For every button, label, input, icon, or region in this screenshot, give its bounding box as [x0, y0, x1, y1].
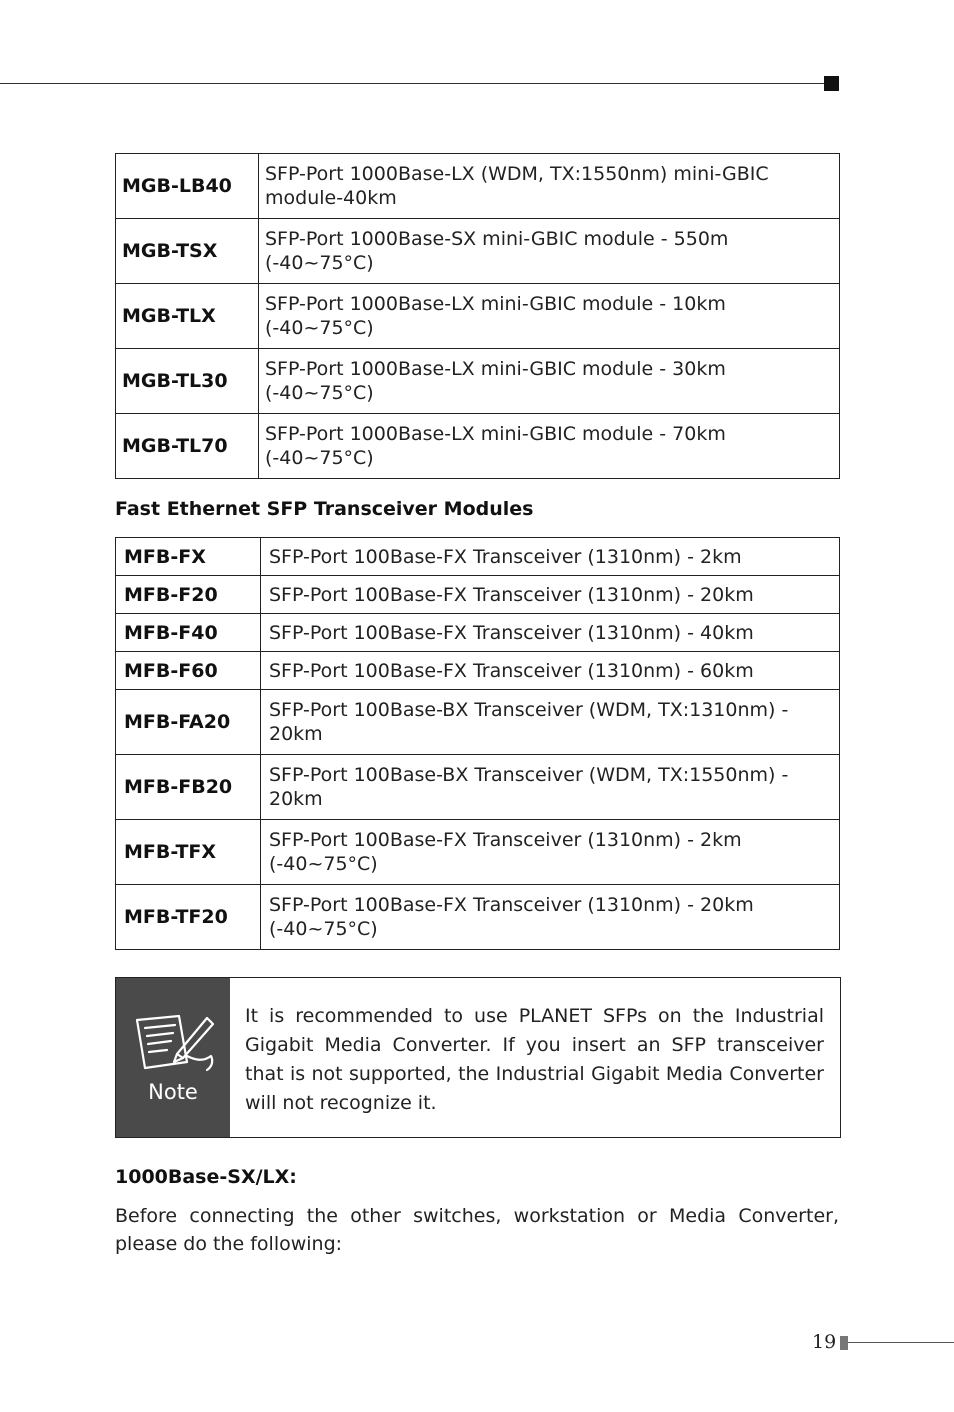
footer-square-marker: [840, 1336, 848, 1350]
model-code: MFB-F60: [116, 652, 261, 690]
note-label: Note: [148, 1079, 198, 1104]
page-number: 19: [812, 1331, 837, 1353]
gigabit-sfp-table: [115, 153, 840, 479]
model-code: MGB-TLX: [116, 284, 259, 349]
table-row: [116, 154, 840, 219]
section-title-fast-ethernet: Fast Ethernet SFP Transceiver Modules: [115, 498, 534, 520]
table-row: [116, 755, 840, 820]
table-row: [116, 690, 840, 755]
model-description: SFP-Port 1000Base-SX mini-GBIC module - 550m (-40~75°C): [259, 219, 840, 284]
table-row: [116, 652, 840, 690]
model-code: MGB-TSX: [116, 219, 259, 284]
model-code: MGB-LB40: [116, 154, 259, 219]
table-row: [116, 576, 840, 614]
model-code: MFB-F20: [116, 576, 261, 614]
model-description: SFP-Port 100Base-FX Transceiver (1310nm) - 2km (-40~75°C): [261, 820, 840, 885]
fast-ethernet-sfp-table: [115, 537, 840, 950]
model-description: SFP-Port 100Base-BX Transceiver (WDM, TX:1310nm) - 20km: [261, 690, 840, 755]
model-description: SFP-Port 1000Base-LX mini-GBIC module - 30km (-40~75°C): [259, 349, 840, 414]
model-code: MFB-FB20: [116, 755, 261, 820]
table-row: [116, 349, 840, 414]
model-code: MFB-TFX: [116, 820, 261, 885]
model-code: MFB-TF20: [116, 885, 261, 950]
table-row: [116, 820, 840, 885]
footer-rule: [848, 1342, 954, 1343]
table-row: [116, 284, 840, 349]
table-row: [116, 614, 840, 652]
model-description: SFP-Port 1000Base-LX (WDM, TX:1550nm) mini-GBIC module-40km: [259, 154, 840, 219]
header-rule: [0, 83, 826, 84]
model-code: MFB-FX: [116, 538, 261, 576]
model-description: SFP-Port 1000Base-LX mini-GBIC module - 70km (-40~75°C): [259, 414, 840, 479]
note-text: It is recommended to use PLANET SFPs on the Industrial Gigabit Media Converter. If you insert an SFP transceiver that is not supported, the Industrial Gigabit Media Converter will not recognize it.: [245, 1005, 824, 1114]
model-description: SFP-Port 100Base-FX Transceiver (1310nm) - 60km: [261, 652, 840, 690]
table-row: [116, 219, 840, 284]
table-row: [116, 885, 840, 950]
model-description: SFP-Port 1000Base-LX mini-GBIC module - 10km (-40~75°C): [259, 284, 840, 349]
model-code: MGB-TL70: [116, 414, 259, 479]
model-code: MFB-FA20: [116, 690, 261, 755]
table-row: [116, 414, 840, 479]
model-description: SFP-Port 100Base-FX Transceiver (1310nm) - 20km: [261, 576, 840, 614]
model-description: SFP-Port 100Base-FX Transceiver (1310nm) - 2km: [261, 538, 840, 576]
model-code: MGB-TL30: [116, 349, 259, 414]
note-sidebar: [116, 978, 230, 1137]
header-square-marker: [824, 76, 839, 91]
model-description: SFP-Port 100Base-BX Transceiver (WDM, TX:1550nm) - 20km: [261, 755, 840, 820]
model-description: SFP-Port 100Base-FX Transceiver (1310nm) - 40km: [261, 614, 840, 652]
body-paragraph: Before connecting the other switches, workstation or Media Converter, please do the following:: [115, 1205, 839, 1255]
note-pen-icon: [127, 1012, 219, 1074]
table-row: [116, 538, 840, 576]
model-description: SFP-Port 100Base-FX Transceiver (1310nm) - 20km (-40~75°C): [261, 885, 840, 950]
note-box: [115, 977, 841, 1138]
section-title-1000base-sx-lx: 1000Base-SX/LX:: [115, 1166, 297, 1188]
model-code: MFB-F40: [116, 614, 261, 652]
